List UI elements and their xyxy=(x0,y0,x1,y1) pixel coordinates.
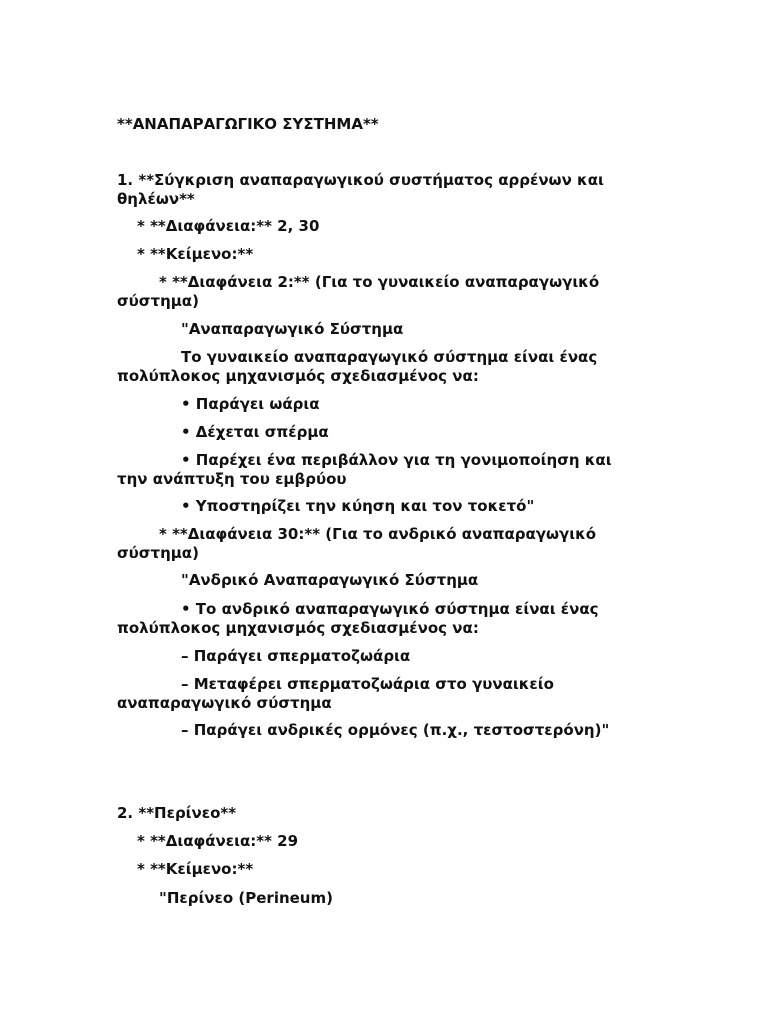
slide-30-bullet: – Παράγει σπερματοζωάρια xyxy=(181,647,411,665)
slide-30-bullet: – Μεταφέρει σπερματοζωάρια στο γυναικείο αναπαραγωγικό σύστημα xyxy=(117,675,554,712)
slide-2-bullet: • Δέχεται σπέρμα xyxy=(181,423,329,441)
slide-2-bullet: • Υποστηρίζει την κύηση και τον τοκετό" xyxy=(181,497,535,515)
section-1-text-label: * **Κείμενο:** xyxy=(137,245,254,263)
section-2-heading: 2. **Περίνεο** xyxy=(117,804,237,822)
slide-30-bullet: – Παράγει ανδρικές ορμόνες (π.χ., τεστοστερόνη)" xyxy=(181,721,610,739)
section-2-quote: "Περίνεο (Perineum) xyxy=(159,889,333,907)
slide-2-title: "Αναπαραγωγικό Σύστημα xyxy=(181,320,404,338)
slide-2-bullet: • Παράγει ωάρια xyxy=(181,395,320,413)
section-2-slides: * **Διαφάνεια:** 29 xyxy=(137,832,299,850)
slide-2-bullet: • Παρέχει ένα περιβάλλον για τη γονιμοποίηση και την ανάπτυξη του εμβρύου xyxy=(117,451,612,488)
document-title: **ΑΝΑΠΑΡΑΓΩΓΙΚΟ ΣΥΣΤΗΜΑ** xyxy=(117,115,379,133)
section-1-heading: 1. **Σύγκριση αναπαραγωγικού συστήματος αρρένων και θηλέων** xyxy=(117,171,604,208)
section-2-text-label: * **Κείμενο:** xyxy=(137,860,254,878)
slide-2-label: * **Διαφάνεια 2:** (Για το γυναικείο αναπαραγωγικό σύστημα) xyxy=(117,273,600,310)
slide-30-intro: • Το ανδρικό αναπαραγωγικό σύστημα είναι ένας πολύπλοκος μηχανισμός σχεδιασμένος να: xyxy=(117,600,599,637)
slide-2-intro: Το γυναικείο αναπαραγωγικό σύστημα είναι ένας πολύπλοκος μηχανισμός σχεδιασμένος να: xyxy=(117,348,598,385)
slide-30-label: * **Διαφάνεια 30:** (Για το ανδρικό αναπαραγωγικό σύστημα) xyxy=(117,525,597,562)
slide-30-title: "Ανδρικό Αναπαραγωγικό Σύστημα xyxy=(181,571,479,589)
section-1-slides: * **Διαφάνεια:** 2, 30 xyxy=(137,217,320,235)
